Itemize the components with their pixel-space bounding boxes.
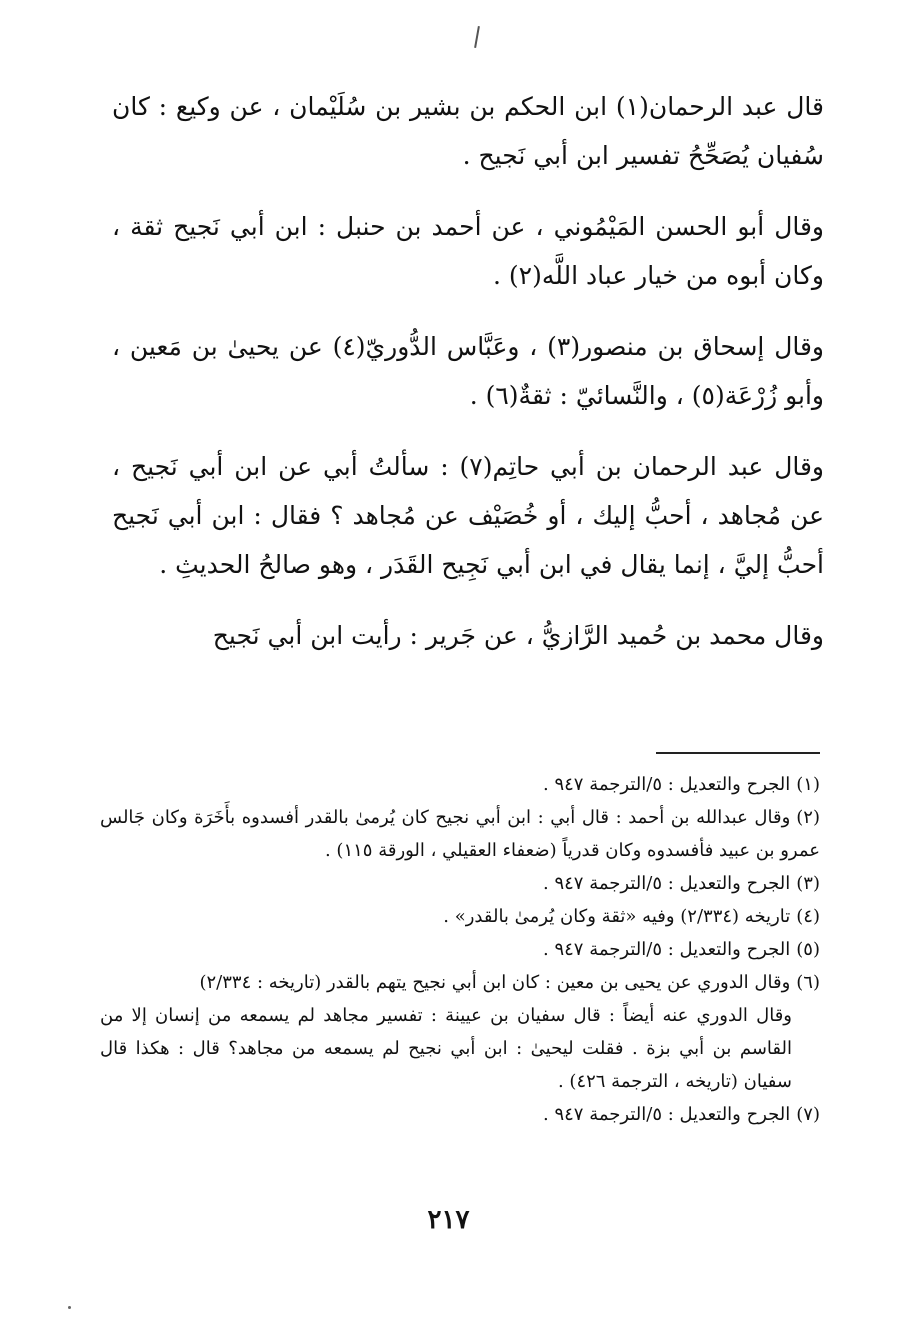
footnote-text: وقال الدوري عنه أيضاً : قال سفيان بن عيينة : تفسير مجاهد لم يسمعه من إنسان إلا من القاسم بن أبي بزة . فقلت ليحيىٰ : ابن أبي نجيح لم يسمعه من مجاهد؟ قال : هكذا قال سفيان (تاريخه ، الترجمة ٤٢٦) . [100,1005,792,1092]
footnote-text: وقال عبدالله بن أحمد : قال أبي : ابن أبي نجيح كان يُرمىٰ بالقدر أفسدوه بأَخَرَة وكان جَالس عمرو بن عبيد فأفسدوه وكان قدرياً (ضعفاء العقيلي ، الورقة ١١٥) . [100,807,820,861]
footnote [100,1098,820,1131]
main-text [112,82,824,682]
page-number: ٢١٧ [427,1205,470,1235]
footnote-text: وقال الدوري عن يحيى بن معين : كان ابن أبي نجيح يتهم بالقدر (تاريخه : ٢/٣٣٤) [199,972,791,993]
footnote [100,933,820,966]
footnote [100,867,820,900]
footnote-text: الجرح والتعديل : ٥/الترجمة ٩٤٧ . [543,1104,791,1125]
footnote-number: (٥) [796,939,820,960]
footnote [100,966,820,999]
scan-speck [68,1306,71,1309]
body-paragraph: وقال محمد بن حُميد الرَّازيُّ ، عن جَرير : رأيت ابن أبي نَجيح [212,621,824,650]
footnote-continuation [100,999,820,1098]
footnote-number: (٧) [796,1104,820,1125]
margin-mark [474,26,480,48]
footnote-text: تاريخه (٢/٣٣٤) وفيه «ثقة وكان يُرمىٰ بالقدر» . [443,906,791,927]
footnote-number: (٢) [796,807,820,828]
footnote [100,768,820,801]
body-paragraph: وقال إسحاق بن منصور(٣) ، وعَبَّاس الدُّوريّ(٤) عن يحيىٰ بن مَعين ، وأبو زُرْعَة(٥) ، والنَّسائيّ : ثقةٌ(٦) . [112,332,824,410]
footnote-number: (٦) [796,972,820,993]
footnote-text: الجرح والتعديل : ٥/الترجمة ٩٤٧ . [543,939,791,960]
footnote-text: الجرح والتعديل : ٥/الترجمة ٩٤٧ . [543,873,791,894]
footnote-separator [656,752,820,754]
body-paragraph: وقال أبو الحسن المَيْمُوني ، عن أحمد بن حنبل : ابن أبي نَجيح ثقة ، وكان أبوه من خيار عباد اللَّه(٢) . [112,212,824,290]
footnote-number: (٤) [796,906,820,927]
footnote [100,900,820,933]
footnote [100,801,820,867]
footnote-number: (١) [796,774,820,795]
body-paragraph: قال عبد الرحمان(١) ابن الحكم بن بشير بن سُلَيْمان ، عن وكيع : كان سُفيان يُصَحِّحُ تفسير ابن أبي نَجيح . [112,92,825,170]
body-paragraph: وقال عبد الرحمان بن أبي حاتِم(٧) : سألتُ أبي عن ابن أبي نَجيح ، عن مُجاهد ، أحبُّ إليك ، أو خُصَيْف عن مُجاهد ؟ فقال : ابن أبي نَجيح أحبُّ إليَّ ، إنما يقال في ابن أبي نَجِيح القَدَر ، وهو صالحُ الحديثِ . [112,452,824,579]
footnotes [100,768,820,1131]
footnote-number: (٣) [796,873,820,894]
footnote-text: الجرح والتعديل : ٥/الترجمة ٩٤٧ . [543,774,791,795]
